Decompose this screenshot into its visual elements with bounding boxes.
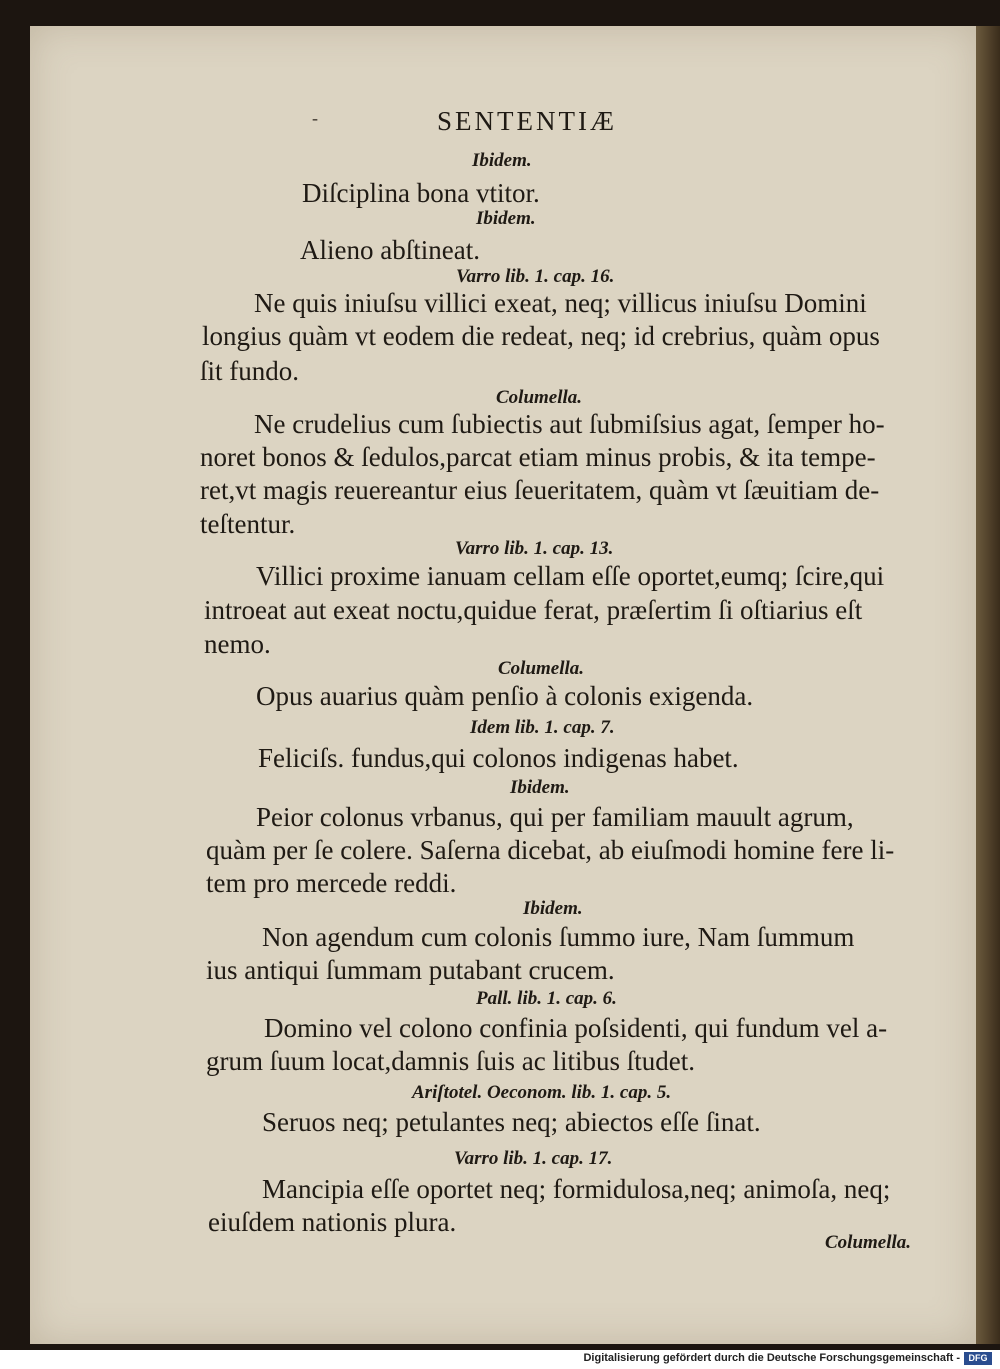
text-line: Diſciplina bona vtitor.	[302, 178, 540, 208]
source-citation: Columella.	[498, 658, 585, 679]
text-line: Opus auarius quàm penſio à colonis exigenda.	[256, 681, 754, 711]
text-line: Seruos neq; petulantes neq; abiectos eſſe ſinat.	[262, 1107, 761, 1137]
text-line: Non agendum cum colonis ſummo iure, Nam ſummum	[262, 922, 855, 952]
dfg-logo-icon: DFG	[964, 1352, 992, 1365]
text-line: grum ſuum locat,damnis ſuis ac litibus ſtudet.	[206, 1046, 695, 1076]
source-citation: Ibidem.	[523, 898, 583, 919]
source-citation: Varro lib. 1. cap. 13.	[455, 538, 614, 559]
text-line: Feliciſs. fundus,qui colonos indigenas habet.	[258, 743, 739, 773]
text-line: noret bonos & ſedulos,parcat etiam minus probis, & ita tempe-	[200, 442, 876, 472]
text-line: introeat aut exeat noctu,quidue ferat, præſertim ſi oſtiarius eſt	[204, 595, 863, 625]
catchword: Columella.	[825, 1232, 912, 1253]
text-line: quàm per ſe colere. Saſerna dicebat, ab eiuſmodi homine fere li-	[206, 835, 895, 865]
source-citation: Pall. lib. 1. cap. 6.	[476, 988, 617, 1009]
source-citation: Varro lib. 1. cap. 17.	[454, 1148, 613, 1169]
text-line: longius quàm vt eodem die redeat, neq; id crebrius, quàm opus	[202, 321, 880, 351]
source-citation: Columella.	[496, 387, 583, 408]
book-edge	[976, 26, 1000, 1344]
text-line: Peior colonus vrbanus, qui per familiam mauult agrum,	[256, 802, 854, 832]
text-line: Mancipia eſſe oportet neq; formidulosa,neq; animoſa, neq;	[262, 1174, 891, 1204]
footer-bar	[0, 1350, 1000, 1369]
text-line: ret,vt magis reuereantur eius ſeueritatem, quàm vt ſæuitiam de-	[200, 475, 880, 505]
source-citation: Idem lib. 1. cap. 7.	[470, 717, 615, 738]
running-header: SENTENTIÆ	[437, 106, 617, 136]
footer-credit: Digitalisierung gefördert durch die Deutsche Forschungsgemeinschaft -	[583, 1352, 960, 1364]
text-line: Domino vel colono confinia poſsidenti, qui fundum vel a-	[264, 1013, 888, 1043]
text-line: ius antiqui ſummam putabant crucem.	[206, 955, 615, 985]
text-line: Ne quis iniuſsu villici exeat, neq; villicus iniuſsu Domini	[254, 288, 867, 318]
text-line: ſit fundo.	[200, 356, 299, 386]
text-line: eiuſdem nationis plura.	[208, 1207, 457, 1237]
text-line: Alieno abſtineat.	[300, 235, 480, 265]
text-line: teſtentur.	[200, 509, 296, 539]
text-line: nemo.	[204, 629, 271, 659]
source-citation: Ariſtotel. Oeconom. lib. 1. cap. 5.	[412, 1082, 672, 1103]
text-line: Villici proxime ianuam cellam eſſe oportet,eumq; ſcire,qui	[256, 561, 885, 591]
source-citation: Varro lib. 1. cap. 16.	[456, 266, 615, 287]
text-line: Ne crudelius cum ſubiectis aut ſubmiſsius agat, ſemper ho-	[254, 409, 885, 439]
header-mark: -	[312, 108, 318, 128]
source-citation: Ibidem.	[476, 208, 536, 229]
text-line: tem pro mercede reddi.	[206, 868, 457, 898]
source-citation: Ibidem.	[510, 777, 570, 798]
source-citation: Ibidem.	[472, 150, 532, 171]
